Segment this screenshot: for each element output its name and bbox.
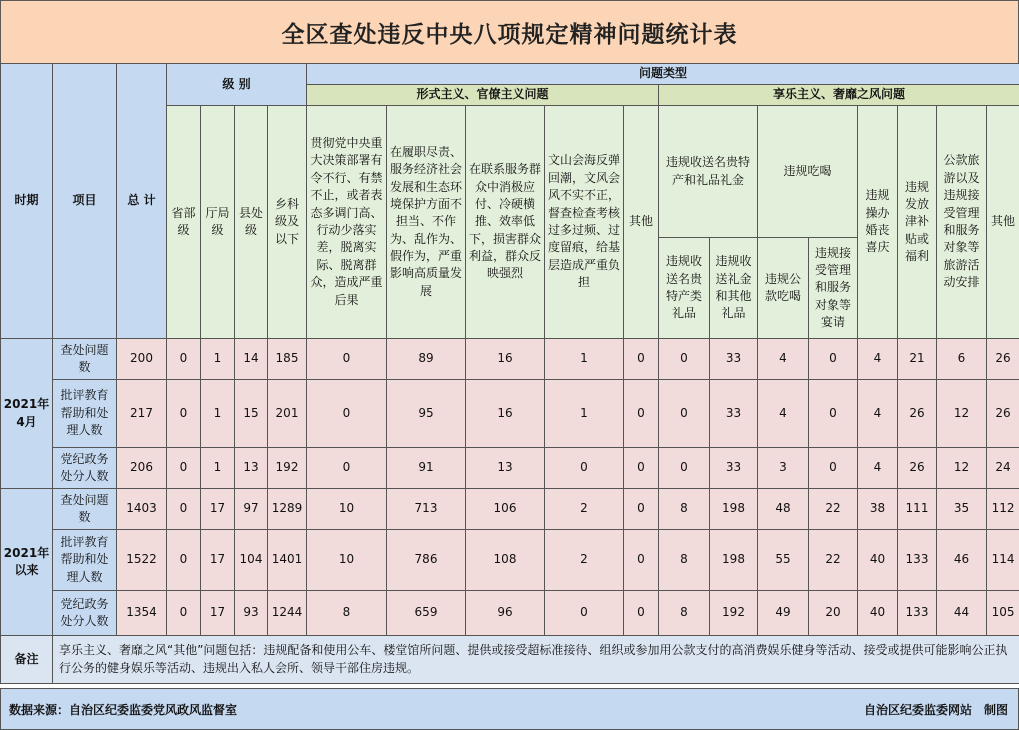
- cell-formalism-other: 0: [624, 448, 659, 489]
- row-item-label: 查处问题数: [53, 489, 117, 530]
- cell-formalism-1: 0: [307, 448, 387, 489]
- cell-gift-specialty: 0: [659, 448, 710, 489]
- cell-hedonism-other: 26: [987, 380, 1019, 448]
- row-item-label: 批评教育帮助和处理人数: [53, 530, 117, 591]
- header-weddings-funerals: 违规操办婚丧喜庆: [858, 106, 898, 339]
- header-formalism-col-4: 文山会海反弹回潮，文风会风不实不正，督查检查考核过多过频、过度留痕，给基层造成严重负担: [545, 106, 624, 339]
- header-dining-banquet: 违规接受管理和服务对象等宴请: [809, 238, 858, 339]
- cell-formalism-other: 0: [624, 591, 659, 636]
- cell-dining-banquet: 0: [809, 339, 858, 380]
- period-label: 2021年4月: [1, 339, 53, 489]
- cell-formalism-4: 1: [545, 380, 624, 448]
- header-level-township: 乡科级及以下: [268, 106, 307, 339]
- cell-weddings-funerals: 4: [858, 339, 898, 380]
- header-formalism-other: 其他: [624, 106, 659, 339]
- cell-formalism-other: 0: [624, 339, 659, 380]
- cell-township: 1401: [268, 530, 307, 591]
- header-formalism-col-3: 在联系服务群众中消极应付、冷硬横推、效率低下，损害群众利益，群众反映强烈: [466, 106, 545, 339]
- cell-province: 0: [167, 591, 201, 636]
- cell-dining-banquet: 20: [809, 591, 858, 636]
- cell-formalism-3: 108: [466, 530, 545, 591]
- cell-formalism-other: 0: [624, 530, 659, 591]
- header-formalism-group: 形式主义、官僚主义问题: [307, 85, 659, 106]
- cell-formalism-4: 2: [545, 489, 624, 530]
- cell-total: 1354: [117, 591, 167, 636]
- cell-total: 1522: [117, 530, 167, 591]
- cell-county: 104: [235, 530, 268, 591]
- header-public-travel: 公款旅游以及违规接受管理和服务对象等旅游活动安排: [937, 106, 987, 339]
- cell-gift-specialty: 0: [659, 339, 710, 380]
- row-item-label: 党纪政务处分人数: [53, 448, 117, 489]
- cell-gift-money: 33: [710, 448, 758, 489]
- cell-public-travel: 6: [937, 339, 987, 380]
- header-level-bureau: 厅局级: [201, 106, 235, 339]
- cell-province: 0: [167, 339, 201, 380]
- header-problem-type: 问题类型: [307, 64, 1019, 85]
- cell-formalism-2: 659: [387, 591, 466, 636]
- cell-allowances: 111: [898, 489, 937, 530]
- cell-province: 0: [167, 530, 201, 591]
- header-gift-money: 违规收送礼金和其他礼品: [710, 238, 758, 339]
- cell-bureau: 1: [201, 339, 235, 380]
- cell-county: 97: [235, 489, 268, 530]
- header-gift-specialty: 违规收送名贵特产类礼品: [659, 238, 710, 339]
- cell-gift-money: 198: [710, 489, 758, 530]
- cell-hedonism-other: 26: [987, 339, 1019, 380]
- cell-dining-public: 4: [758, 339, 809, 380]
- cell-public-travel: 12: [937, 448, 987, 489]
- cell-allowances: 133: [898, 591, 937, 636]
- cell-hedonism-other: 105: [987, 591, 1019, 636]
- cell-hedonism-other: 24: [987, 448, 1019, 489]
- header-hedonism-group: 享乐主义、奢靡之风问题: [659, 85, 1019, 106]
- cell-formalism-other: 0: [624, 489, 659, 530]
- stats-table: [0, 63, 1019, 684]
- cell-formalism-3: 106: [466, 489, 545, 530]
- cell-province: 0: [167, 380, 201, 448]
- header-formalism-col-1: 贯彻党中央重大决策部署有令不行、有禁不止，或者表态多调门高、行动少落实差，脱离实际、脱离群众，造成严重后果: [307, 106, 387, 339]
- cell-gift-money: 33: [710, 339, 758, 380]
- cell-formalism-3: 96: [466, 591, 545, 636]
- row-item-label: 查处问题数: [53, 339, 117, 380]
- cell-dining-banquet: 0: [809, 380, 858, 448]
- cell-bureau: 1: [201, 380, 235, 448]
- header-level-province: 省部级: [167, 106, 201, 339]
- cell-province: 0: [167, 448, 201, 489]
- cell-total: 200: [117, 339, 167, 380]
- header-period: 时期: [1, 64, 53, 339]
- cell-public-travel: 12: [937, 380, 987, 448]
- cell-township: 1244: [268, 591, 307, 636]
- row-item-label: 批评教育帮助和处理人数: [53, 380, 117, 448]
- cell-bureau: 17: [201, 591, 235, 636]
- cell-allowances: 26: [898, 448, 937, 489]
- cell-county: 14: [235, 339, 268, 380]
- header-hedonism-other: 其他: [987, 106, 1019, 339]
- header-level: 级 别: [167, 64, 307, 106]
- note-label: 备注: [1, 636, 53, 684]
- cell-formalism-2: 713: [387, 489, 466, 530]
- row-item-label: 党纪政务处分人数: [53, 591, 117, 636]
- cell-hedonism-other: 112: [987, 489, 1019, 530]
- cell-total: 1403: [117, 489, 167, 530]
- period-label: 2021年以来: [1, 489, 53, 636]
- note-text: 享乐主义、奢靡之风“其他”问题包括：违规配备和使用公车、楼堂馆所问题、提供或接受超标准接待、组织或参加用公款支付的高消费娱乐健身等活动、接受或提供可能影响公正执行公务的健身娱乐等活动、违规出入私人会所、领导干部住房违规。: [53, 636, 1019, 684]
- header-dining-group: 违规吃喝: [758, 106, 858, 238]
- header-item: 项目: [53, 64, 117, 339]
- cell-gift-specialty: 8: [659, 591, 710, 636]
- cell-dining-public: 4: [758, 380, 809, 448]
- cell-dining-public: 49: [758, 591, 809, 636]
- cell-weddings-funerals: 40: [858, 591, 898, 636]
- cell-total: 206: [117, 448, 167, 489]
- cell-bureau: 17: [201, 530, 235, 591]
- cell-gift-money: 192: [710, 591, 758, 636]
- cell-total: 217: [117, 380, 167, 448]
- cell-hedonism-other: 114: [987, 530, 1019, 591]
- cell-formalism-1: 10: [307, 530, 387, 591]
- cell-formalism-4: 0: [545, 591, 624, 636]
- cell-bureau: 1: [201, 448, 235, 489]
- header-total: 总 计: [117, 64, 167, 339]
- cell-formalism-1: 0: [307, 339, 387, 380]
- page-title: 全区查处违反中央八项规定精神问题统计表: [281, 21, 738, 48]
- cell-weddings-funerals: 4: [858, 380, 898, 448]
- cell-dining-public: 55: [758, 530, 809, 591]
- cell-formalism-2: 89: [387, 339, 466, 380]
- cell-dining-public: 48: [758, 489, 809, 530]
- cell-public-travel: 44: [937, 591, 987, 636]
- chart-maker: 自治区纪委监委网站 制图: [863, 703, 1008, 717]
- cell-dining-banquet: 0: [809, 448, 858, 489]
- cell-township: 1289: [268, 489, 307, 530]
- cell-county: 93: [235, 591, 268, 636]
- cell-formalism-2: 786: [387, 530, 466, 591]
- cell-dining-banquet: 22: [809, 489, 858, 530]
- cell-dining-public: 3: [758, 448, 809, 489]
- cell-gift-specialty: 8: [659, 530, 710, 591]
- cell-gift-specialty: 8: [659, 489, 710, 530]
- cell-allowances: 133: [898, 530, 937, 591]
- footer: [0, 688, 1019, 730]
- cell-township: 185: [268, 339, 307, 380]
- cell-formalism-2: 91: [387, 448, 466, 489]
- cell-formalism-other: 0: [624, 380, 659, 448]
- header-dining-public: 违规公款吃喝: [758, 238, 809, 339]
- data-source: 数据来源：自治区纪委监委党风政风监督室: [9, 703, 238, 717]
- cell-formalism-4: 0: [545, 448, 624, 489]
- cell-province: 0: [167, 489, 201, 530]
- cell-township: 201: [268, 380, 307, 448]
- header-level-county: 县处级: [235, 106, 268, 339]
- cell-formalism-2: 95: [387, 380, 466, 448]
- cell-formalism-4: 1: [545, 339, 624, 380]
- cell-public-travel: 46: [937, 530, 987, 591]
- cell-weddings-funerals: 4: [858, 448, 898, 489]
- cell-gift-specialty: 0: [659, 380, 710, 448]
- cell-gift-money: 33: [710, 380, 758, 448]
- cell-formalism-4: 2: [545, 530, 624, 591]
- cell-formalism-3: 16: [466, 380, 545, 448]
- header-gift-group: 违规收送名贵特产和礼品礼金: [659, 106, 758, 238]
- cell-bureau: 17: [201, 489, 235, 530]
- cell-weddings-funerals: 40: [858, 530, 898, 591]
- header-allowances: 违规发放津补贴或福利: [898, 106, 937, 339]
- title-bar: [0, 0, 1019, 64]
- cell-formalism-1: 0: [307, 380, 387, 448]
- cell-weddings-funerals: 38: [858, 489, 898, 530]
- cell-county: 13: [235, 448, 268, 489]
- cell-public-travel: 35: [937, 489, 987, 530]
- cell-formalism-3: 16: [466, 339, 545, 380]
- cell-gift-money: 198: [710, 530, 758, 591]
- cell-formalism-1: 8: [307, 591, 387, 636]
- cell-county: 15: [235, 380, 268, 448]
- cell-allowances: 26: [898, 380, 937, 448]
- cell-dining-banquet: 22: [809, 530, 858, 591]
- header-formalism-col-2: 在履职尽责、服务经济社会发展和生态环境保护方面不担当、不作为、乱作为、假作为，严重影响高质量发展: [387, 106, 466, 339]
- cell-formalism-1: 10: [307, 489, 387, 530]
- cell-formalism-3: 13: [466, 448, 545, 489]
- cell-township: 192: [268, 448, 307, 489]
- cell-allowances: 21: [898, 339, 937, 380]
